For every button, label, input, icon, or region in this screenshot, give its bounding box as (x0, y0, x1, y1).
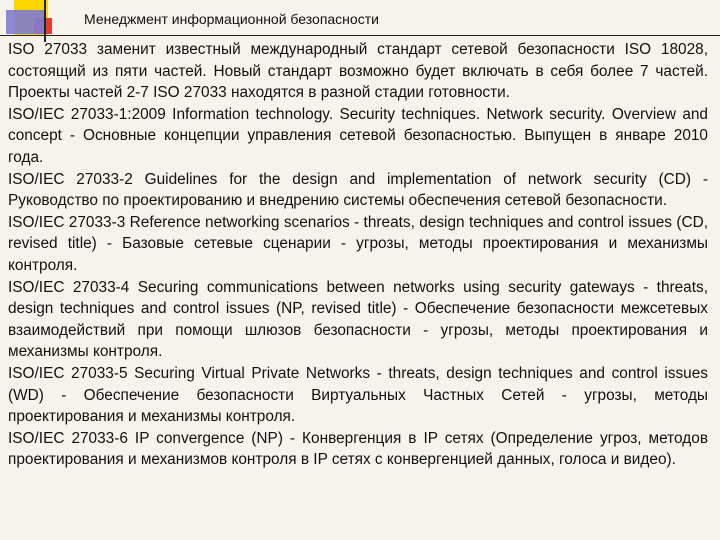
title-underline (0, 35, 720, 36)
slide-body (8, 39, 708, 471)
slide-title: Менеджмент информационной безопасности (84, 11, 379, 27)
paragraph-27033-3: ISO/IEC 27033-3 Reference networking scenarios - threats, design techniques and control issues (CD, revised title) - Базовые сетевые сценарии - угрозы, методы проектирования и механизмы контроля. (8, 213, 708, 274)
paragraph-27033-5: ISO/IEC 27033-5 Securing Virtual Private Networks - threats, design techniques and control issues (WD) - Обеспечение безопасности Виртуальных Частных Сетей - угрозы, методы проектирования и механизмы контроля. (8, 364, 708, 426)
paragraph-27033-1: ISO/IEC 27033-1:2009 Information technology. Security techniques. Network security. Overview and concept - Основные концепции управления сетевой безопасностью. Выпущен в январе 2010 года. (8, 105, 708, 166)
paragraph-27033-2: ISO/IEC 27033-2 Guidelines for the design and implementation of network security (CD) - Руководство по проектированию и внедрению системы обеспечения сетевой безопасности. (8, 170, 708, 210)
paragraph-27033-6: ISO/IEC 27033-6 IP convergence (NP) - Конвергенция в IP сетях (Определение угроз, методов проектирования и механизмов контроля в IP сетях с конвергенцией данных, голоса и видео). (8, 429, 708, 469)
paragraph-intro: ISO 27033 заменит известный международный стандарт сетевой безопасности ISO 18028, состоящий из пяти частей. Новый стандарт возможно будет включать в себя более 7 частей. Проекты частей 2-7 ISO 27033 находятся в разной стадии готовности. (8, 41, 708, 102)
paragraph-27033-4: ISO/IEC 27033-4 Securing communications between networks using security gateways - threats, design techniques and control issues (NP, revised title) - Обеспечение безопасности межсетевых взаимодействий при помощи шлюзов безопасности - угрозы, методы проектирования и механизмы контроля. (8, 278, 708, 361)
decor-blue-rectangle (6, 10, 44, 34)
